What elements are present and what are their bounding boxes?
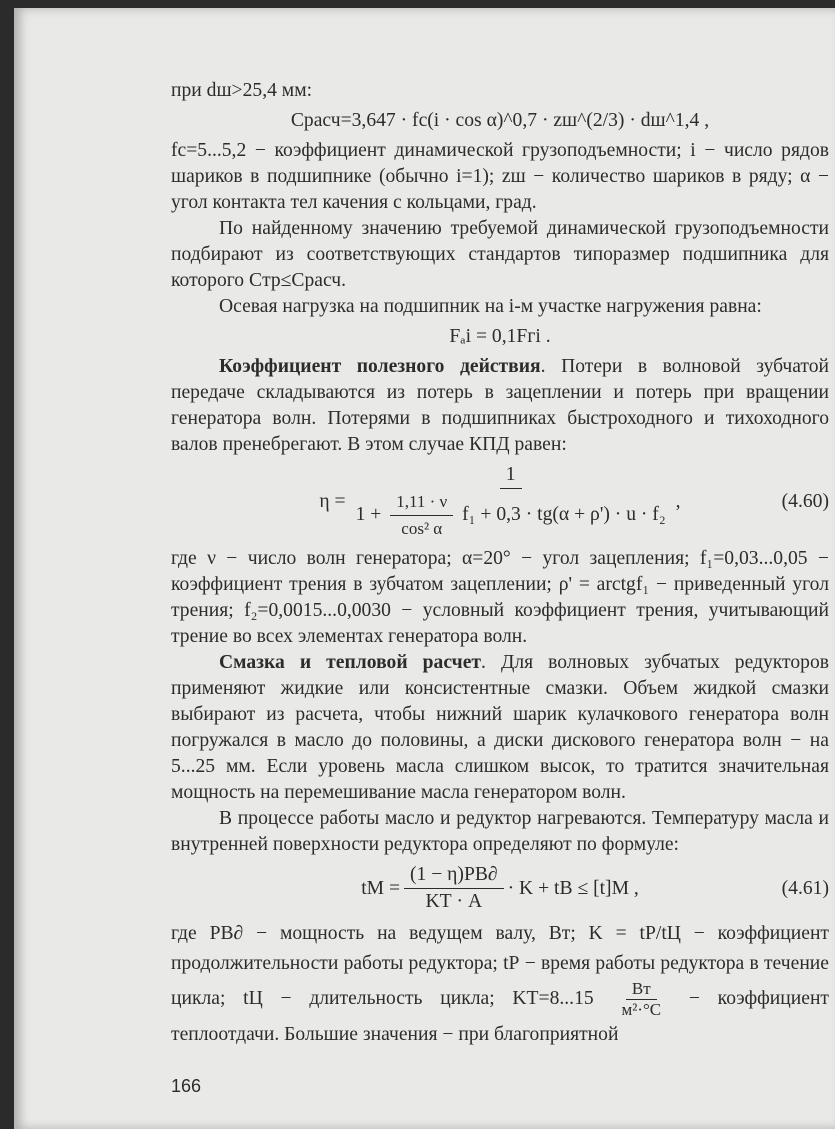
formula-axial-load: Fₐi = 0,1Fгi . (449, 326, 551, 347)
paragraph-4-text: . Потери в волновой зубчатой передаче складываются из потерь в зацеплении и потерь при вращении генератора волн. Потерями в подшипниках быстроходного и тихоходного валов пренебрегают. В этом случае КПД равен: (171, 356, 829, 455)
paragraph-7: В процессе работы масло и редуктор нагреваются. Температуру масла и внутренней поверхности редуктора определяют по формуле: (171, 808, 829, 855)
eq61-denominator: KТ · A (425, 891, 483, 912)
eq60-inner-top: 1,11 · ν (390, 489, 453, 516)
page-text (171, 78, 829, 1050)
eq60-fraction (350, 462, 672, 542)
eq61-fraction (404, 862, 504, 915)
paragraph-3: Осевая нагрузка на подшипник на i-м участке нагружения равна: (219, 296, 762, 317)
heading-efficiency: Коэффициент полезного действия (219, 356, 541, 377)
heading-lubrication: Смазка и тепловой расчет (219, 652, 482, 673)
lead-line: при dш>25,4 мм: (171, 80, 313, 101)
book-page (14, 8, 835, 1129)
formula-c-calc: Cрасч=3,647 · fс(i · cos α)^0,7 · zш^(2/3) · dш^1,4 , (290, 110, 710, 131)
eq60-numerator: 1 (500, 462, 522, 489)
equation-number-4-61: (4.61) (781, 877, 829, 899)
equation-4-60 (171, 462, 829, 542)
units-top: Вт (626, 979, 657, 1000)
equation-4-61 (171, 862, 829, 915)
eq61-numerator: (1 − η)PВ∂ (404, 862, 504, 889)
eq61-left: tМ = (361, 877, 401, 899)
units-fraction (615, 979, 667, 1020)
eq61-right: · K + tВ ≤ [t]М , (507, 877, 639, 899)
paragraph-8-part1: где PВ∂ − мощность на ведущем валу, Вт; K = tР/tЦ − коэффициент продолжительности работы редуктора; tР − время работы редуктора в течение цикла; tЦ − длительность цикла; KТ=8...15 (171, 923, 829, 1009)
equation-number-4-60: (4.60) (781, 491, 829, 512)
units-bottom: м²·°С (621, 1000, 662, 1019)
paragraph-4 (171, 354, 829, 458)
paragraph-2: По найденному значению требуемой динамической грузоподъемности подбирают из соответствующих стандартов типоразмер подшипника для которого Cтр≤Cрасч. (171, 218, 829, 291)
eq60-den-part2: f₁ + 0,3 · tg(α + ρ') · u · f₂ (462, 504, 666, 525)
page-number: 166 (171, 1076, 202, 1096)
eq60-tail: , (675, 491, 681, 512)
eq60-den-part1: 1 + (355, 504, 382, 525)
paragraph-6-text: . Для волновых зубчатых редукторов применяют жидкие или консистентные смазки. Объем жидкой смазки выбирают из расчета, чтобы нижний шарик кулачкового генератора волн погружался в масло до половины, а диски дискового генератора волн − на 5...25 мм. Если уровень масла слишком высок, то тратится значительная мощность на перемешивание масла генератором волн. (171, 652, 830, 803)
paragraph-5: где ν − число волн генератора; α=20° − угол зацепления; f₁=0,03...0,05 − коэффициент трения в зубчатом зацеплении; ρ' = arctgf₁ − приведенный угол трения; f₂=0,0015...0,0030 − условный коэффициент трения, учитывающий трение во всех элементах генератора волн. (171, 548, 829, 647)
eq60-left: η = (319, 491, 346, 512)
paragraph-8-part2: − коэффициент теплоотдачи. Большие значения − при благоприятной (171, 988, 829, 1045)
paragraph-8 (171, 919, 829, 1050)
eq60-inner-fraction (390, 489, 453, 542)
paragraph-1: fс=5...5,2 − коэффициент динамической грузоподъемности; i − число рядов шариков в подшипнике (обычно i=1); zш − количество шариков в ряду; α − угол контакта тел качения с кольцами, град. (171, 140, 829, 213)
eq60-denominator (350, 489, 672, 542)
eq60-inner-bot: cos² α (401, 519, 443, 538)
paragraph-6 (171, 650, 829, 806)
